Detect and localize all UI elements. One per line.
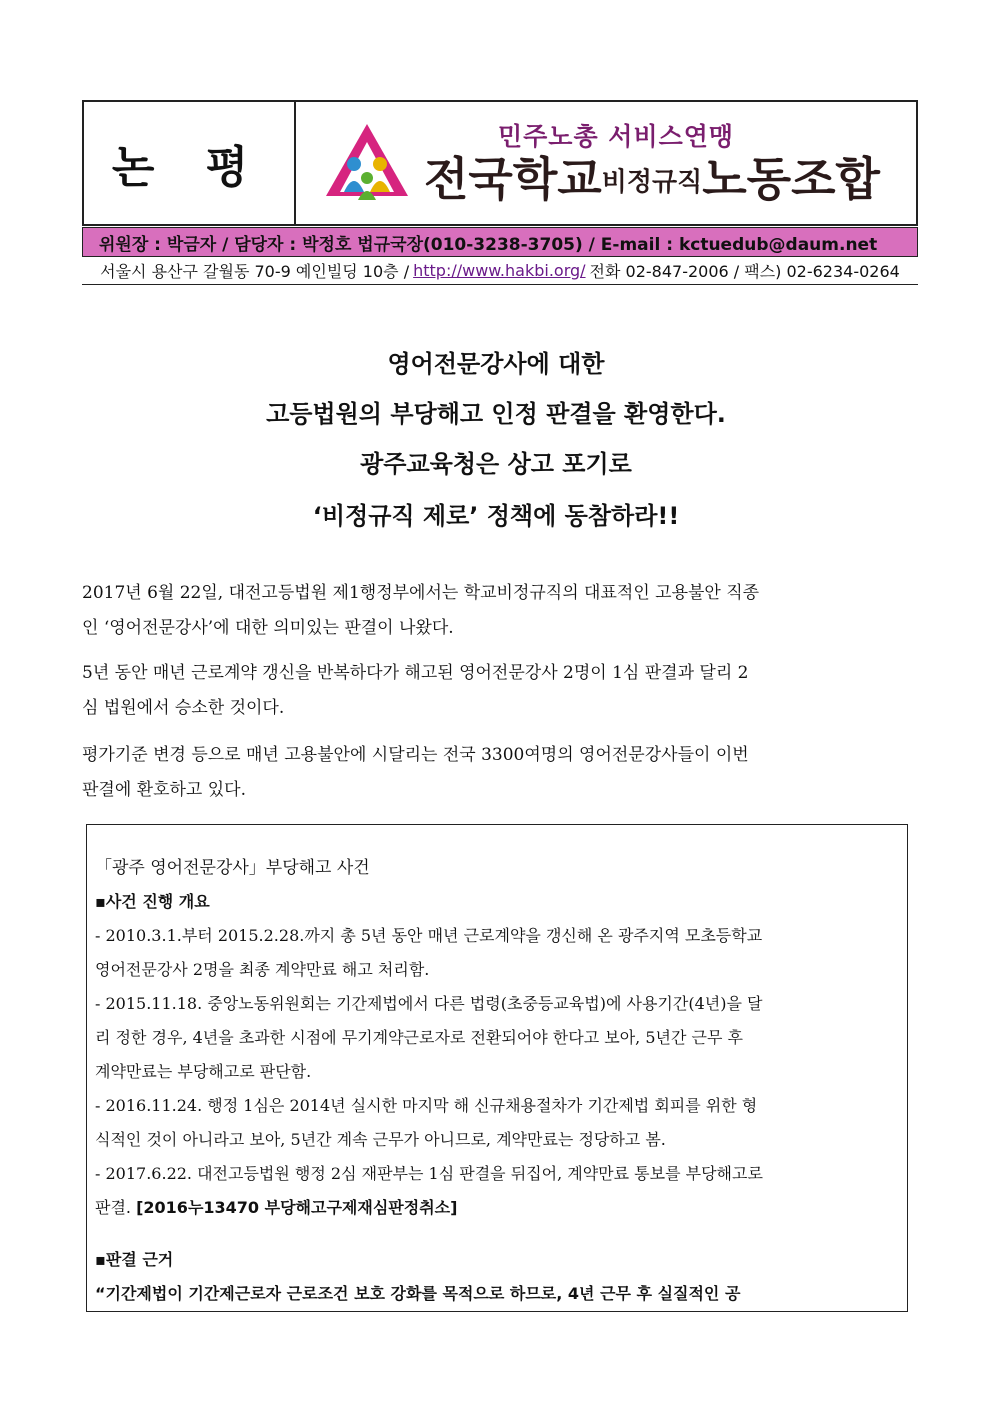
case-title: 「광주 영어전문강사」부당해고 사건 [95, 858, 370, 878]
union-title-part1: 전국학교 [424, 152, 602, 207]
union-title-small: 비정규직 [601, 167, 703, 198]
title-line-3: 광주교육청은 상고 포기로 [360, 450, 632, 478]
doc-type-label: 논 평 [84, 102, 296, 224]
case-section-heading: ▪판결 근거 [95, 1250, 174, 1269]
address-text: 서울시 용산구 갈월동 70-9 예인빌딩 10층 / [100, 262, 410, 281]
homepage-link[interactable]: http://www.hakbi.org/ [413, 261, 586, 280]
case-line: - 2017.6.22. 대전고등법원 행정 2심 재판부는 1심 판결을 뒤집어, 계약만료 통보를 부당해고로 [95, 1164, 763, 1183]
body-line: 5년 동안 매년 근로계약 갱신을 반복하다가 해고된 영어전문강사 2명이 1심 판결과 달리 2 [82, 663, 749, 683]
header-box [82, 100, 918, 226]
contact-bar: 위원장 : 박금자 / 담당자 : 박정호 법규국장(010-3238-3705) / E-mail : kctuedub@daum.net [82, 227, 918, 257]
title-line-4: ‘비정규직 제로’ 정책에 동참하라!! [312, 502, 680, 530]
body-paragraph-3 [82, 738, 918, 808]
union-logo [296, 102, 916, 224]
case-number: [2016누13470 부당해고구제재심판정취소] [136, 1198, 458, 1217]
union-name [424, 117, 880, 209]
address-bar [82, 257, 918, 285]
case-line: 계약만료는 부당해고로 판단함. [95, 1062, 312, 1081]
case-line: 영어전문강사 2명을 최종 계약만료 해고 처리함. [95, 960, 430, 979]
body-line: 평가기준 변경 등으로 매년 고용불안에 시달리는 전국 3300여명의 영어전문강사들이 이번 [82, 745, 749, 765]
body-line: 인 ‘영어전문강사’에 대한 의미있는 판결이 나왔다. [82, 618, 454, 638]
case-quote: “기간제법이 기간제근로자 근로조건 보호 강화를 목적으로 하므로, 4년 근무 후 실질적인 공 [95, 1284, 741, 1303]
title-line-2: 고등법원의 부당해고 인정 판결을 환영한다. [266, 400, 726, 428]
body-line: 심 법원에서 승소한 것이다. [82, 698, 285, 718]
case-line: - 2010.3.1.부터 2015.2.28.까지 총 5년 동안 매년 근로계약을 갱신해 온 광주지역 모초등학교 [95, 926, 763, 945]
body-line: 2017년 6월 22일, 대전고등법원 제1행정부에서는 학교비정규직의 대표적인 고용불안 직종 [82, 583, 760, 603]
case-line: 식적인 것이 아니라고 보아, 5년간 계속 근무가 아니므로, 계약만료는 정당하고 봄. [95, 1130, 666, 1149]
case-line [95, 1191, 899, 1225]
case-ruling-basis [95, 1243, 899, 1311]
body-paragraph-2 [82, 656, 918, 726]
title-line-1: 영어전문강사에 대한 [387, 350, 605, 378]
union-federation: 민주노총 서비스연맹 [498, 122, 735, 152]
union-title-part2: 노동조합 [702, 152, 880, 207]
case-summary-box [86, 824, 908, 1312]
case-line: - 2016.11.24. 행정 1심은 2014년 실시한 마지막 해 신규채용절차가 기간제법 회피를 위한 형 [95, 1096, 758, 1115]
union-title [424, 153, 880, 209]
body-line: 판결에 환호하고 있다. [82, 780, 247, 800]
case-progress [95, 885, 899, 1225]
case-line-text: 판결. [95, 1198, 137, 1217]
case-line: 리 정한 경우, 4년을 초과한 시점에 무기계약근로자로 전환되어야 한다고 보아, 5년간 근무 후 [95, 1028, 743, 1047]
case-section-heading: ▪사건 진행 개요 [95, 892, 210, 911]
union-logo-icon [324, 120, 410, 206]
phone-fax-text: 전화 02-847-2006 / 팩스) 02-6234-0264 [589, 262, 900, 281]
case-line: - 2015.11.18. 중앙노동위원회는 기간제법에서 다른 법령(초중등교육법)에 사용기간(4년)을 달 [95, 994, 763, 1013]
body-paragraph-1 [82, 576, 918, 646]
